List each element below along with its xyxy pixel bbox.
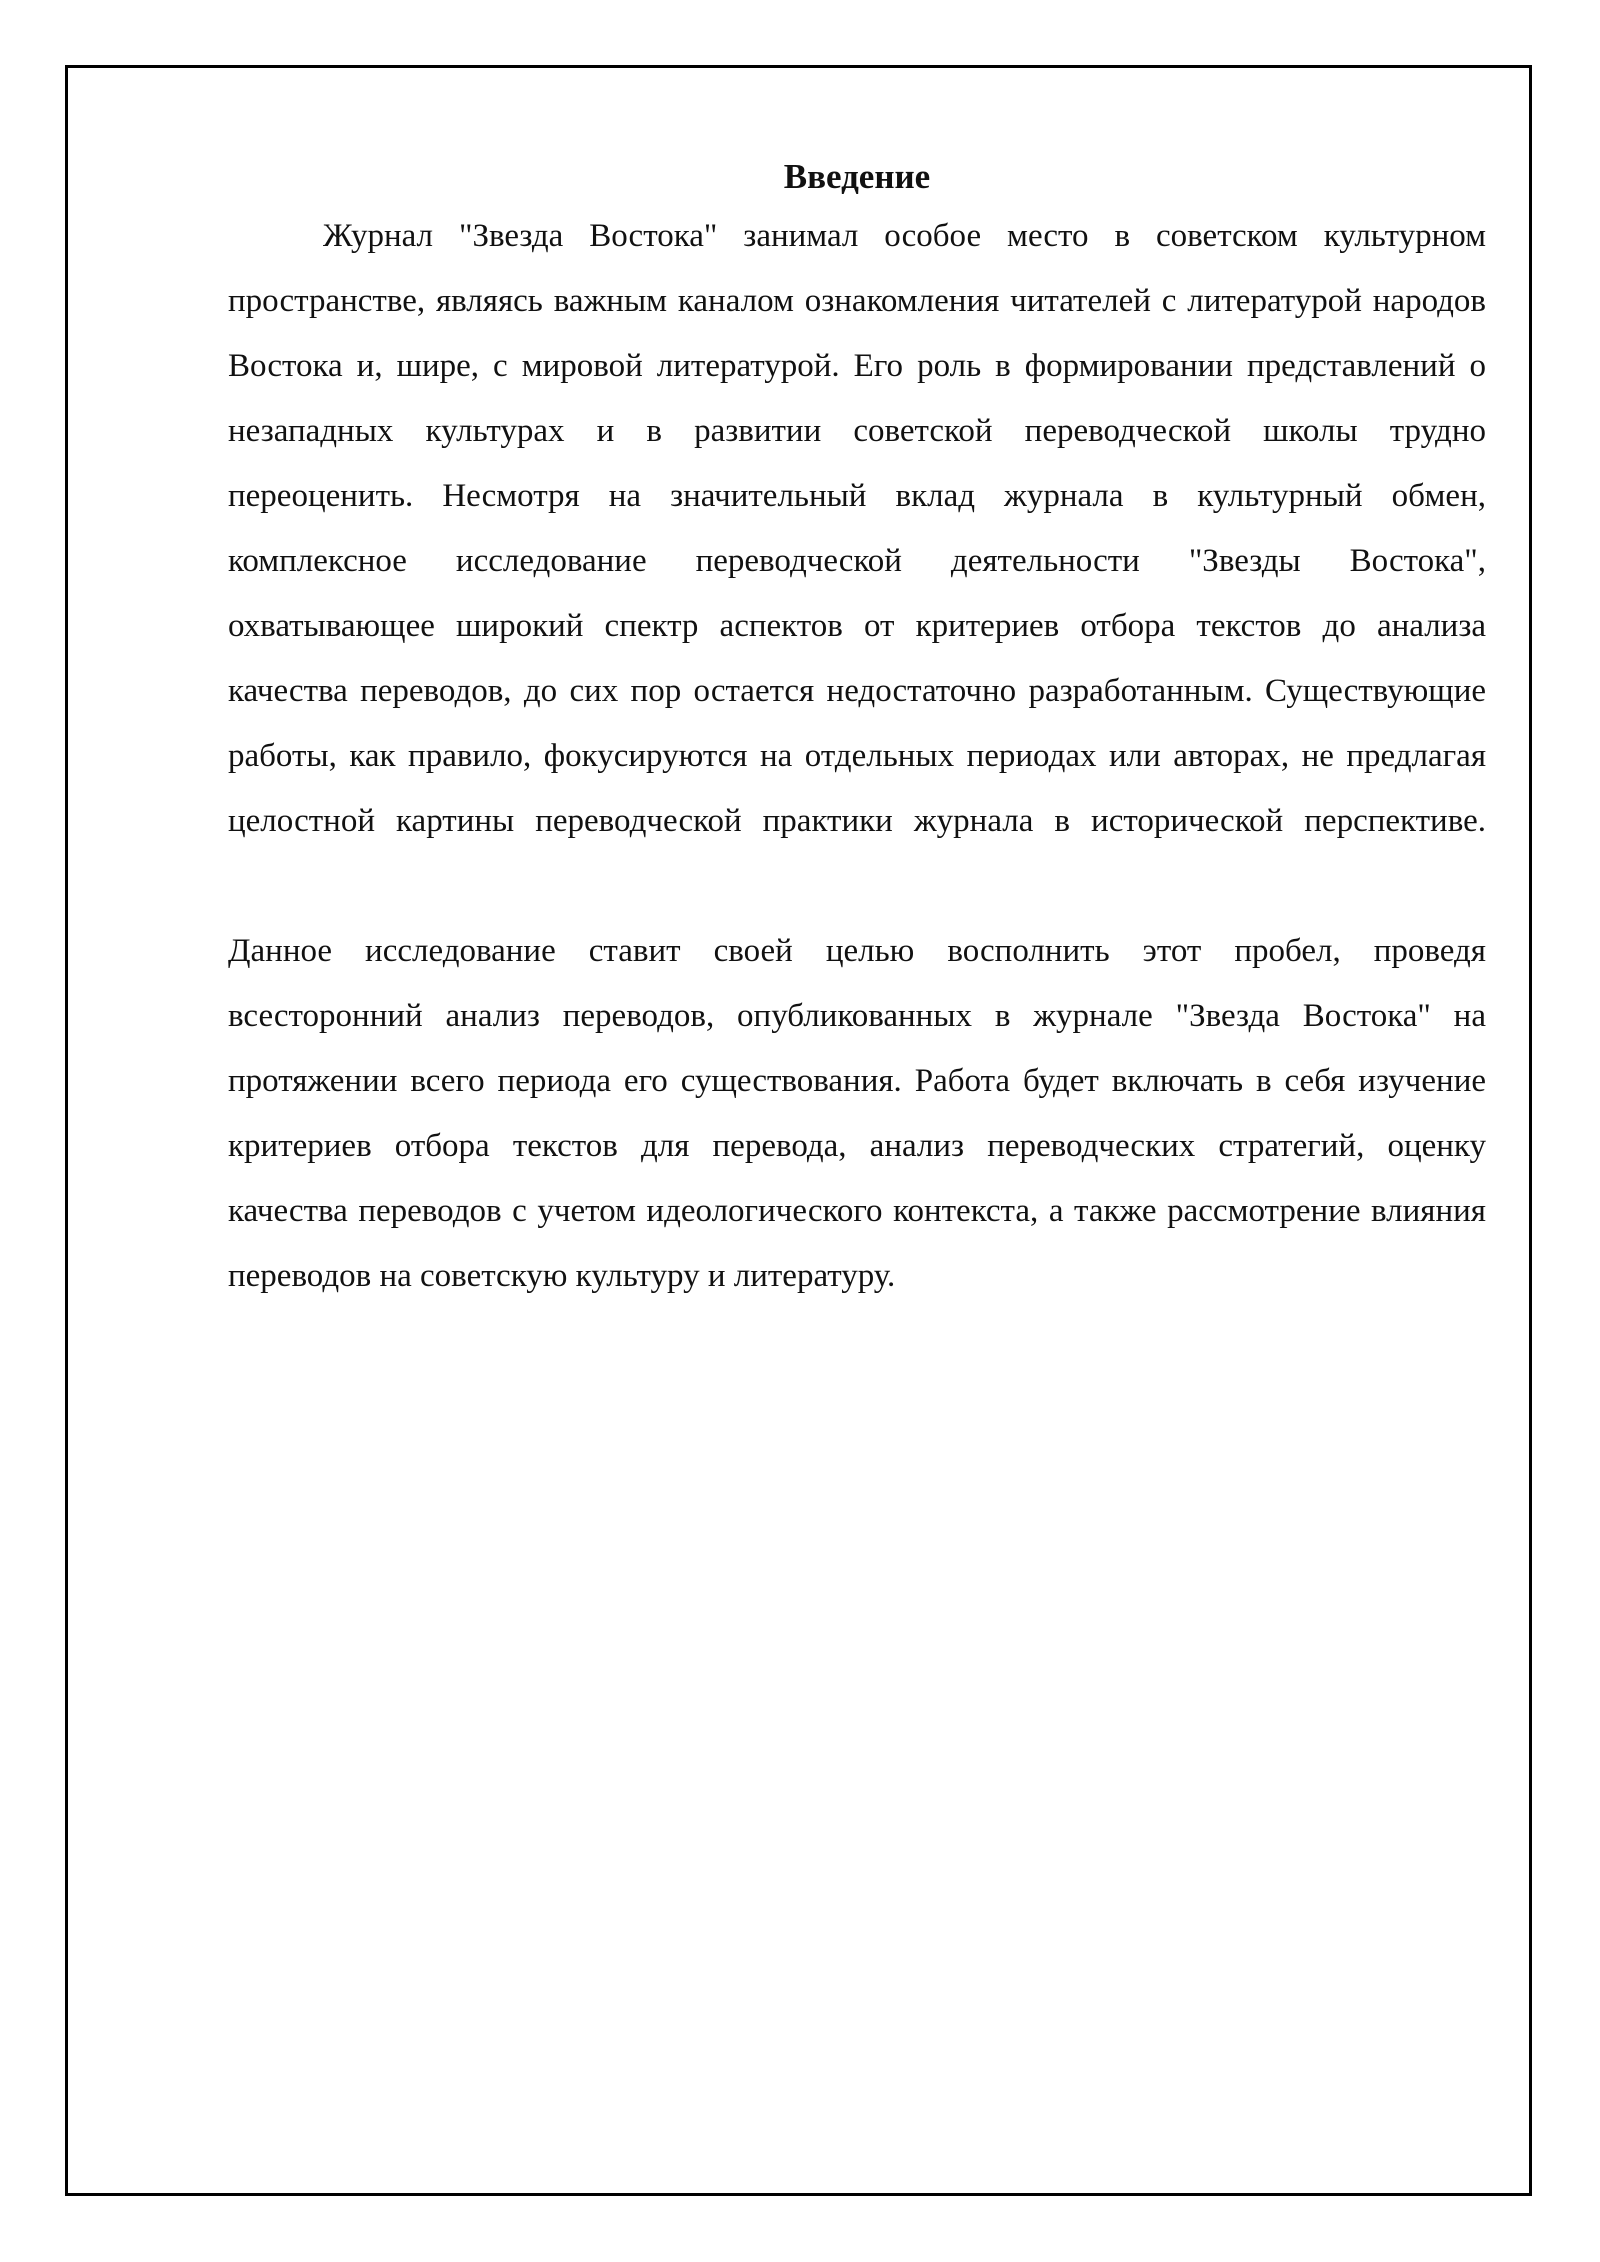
paragraph-intro: Журнал "Звезда Востока" занимал особое место в советском культурном пространстве, являясь важным каналом ознакомления читателей с литературой народов Востока и, шире, с мировой литературой. Его роль в формировании представлений о незападных культурах и в развитии советской переводческой школы трудно переоценить. Несмотря на значительный вклад журнала в культурный обмен, комплексное исследование переводческой деятельности "Звезды Востока", охватывающее широкий спектр аспектов от критериев отбора текстов до анализа качества переводов, до сих пор остается недостаточно разработанным. Существующие работы, как правило, фокусируются на отдельных периодах или авторах, не предлагая целостной картины переводческой практики журнала в исторической перспективе. <box>228 218 1486 839</box>
document-body <box>228 150 1486 1309</box>
section-heading: Введение <box>783 157 931 196</box>
paragraph-goal: Данное исследование ставит своей целью восполнить этот пробел, проведя всесторонний анализ переводов, опубликованных в журнале "Звезда Востока" на протяжении всего периода его существования. Работа будет включать в себя изучение критериев отбора текстов для перевода, анализ переводческих стратегий, оценку качества переводов с учетом идеологического контекста, а также рассмотрение влияния переводов на советскую культуру и литературу. <box>228 933 1486 1294</box>
